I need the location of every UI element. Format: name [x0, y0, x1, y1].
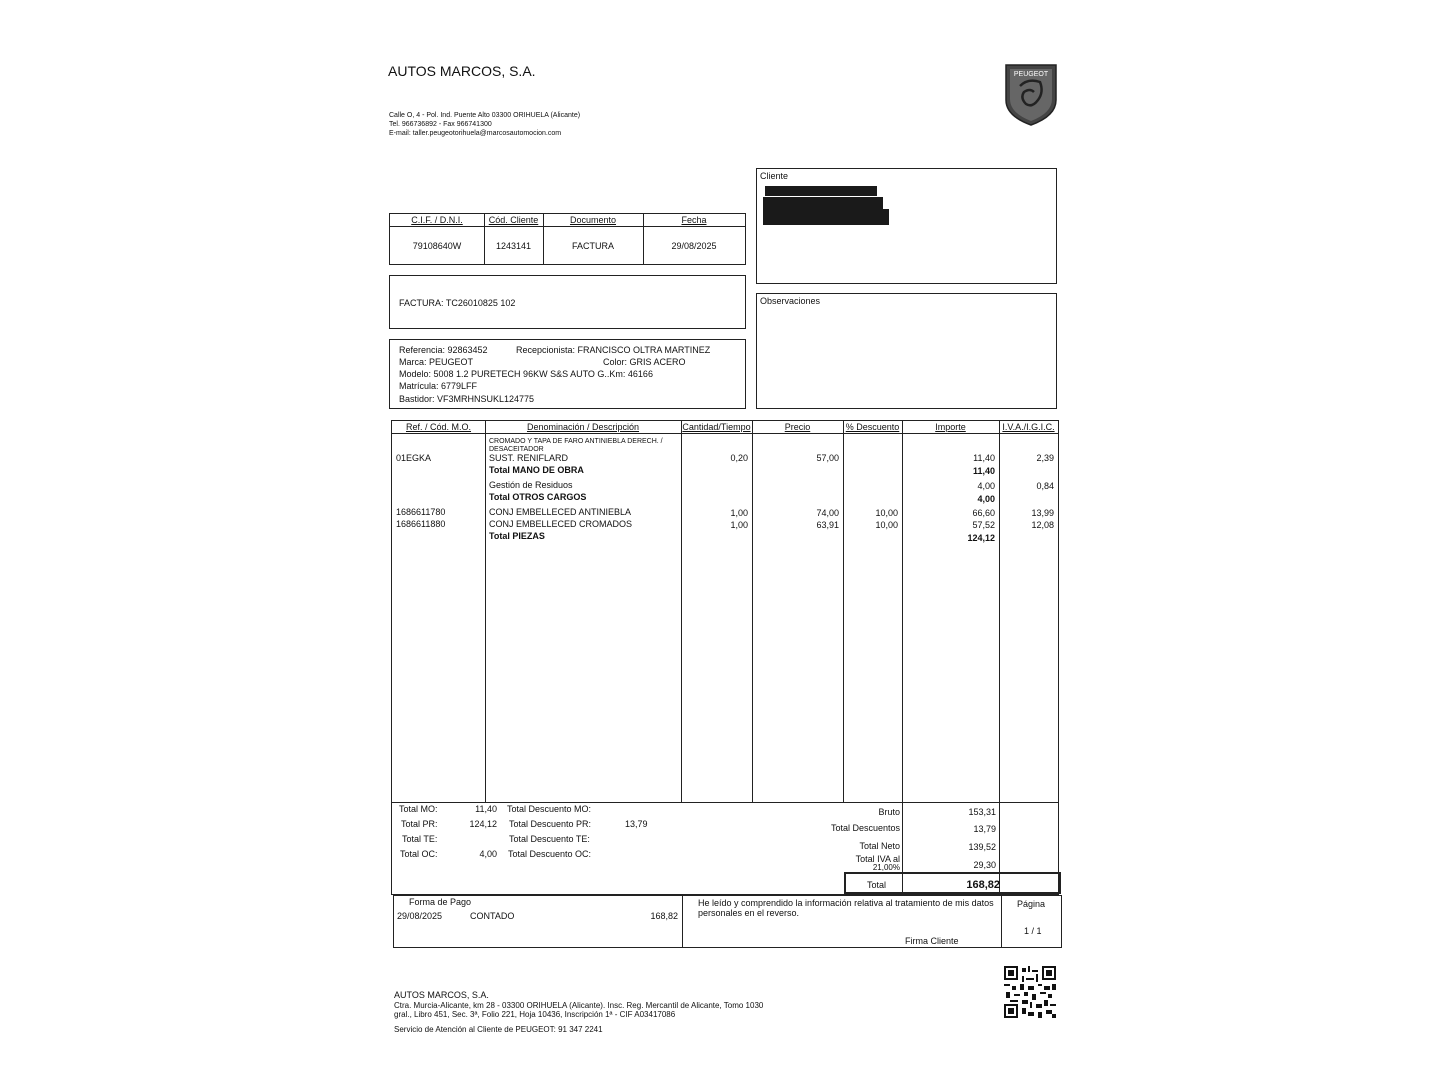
total-te-label: Total TE: [402, 834, 438, 844]
fecha-header: Fecha [681, 215, 707, 225]
cod-cliente-header: Cód. Cliente [488, 215, 539, 225]
referencia: Referencia: 92863452 [399, 345, 488, 355]
firma-cliente-label: Firma Cliente [905, 936, 959, 946]
total-neto-value: 139,52 [968, 842, 996, 852]
row-qty: 1,00 [730, 520, 748, 530]
row-imp: 124,12 [967, 533, 995, 543]
row-disc: 10,00 [875, 508, 898, 518]
row-price: 57,00 [816, 453, 839, 463]
cod-cliente-value: 1243141 [495, 241, 532, 251]
payment-method: CONTADO [470, 911, 515, 921]
col-disc-header: % Descuento [845, 422, 900, 432]
work-description: CROMADO Y TAPA DE FARO ANTINIEBLA DERECH. / [489, 438, 663, 445]
total-oc-value: 4,00 [479, 849, 497, 859]
forma-pago-label: Forma de Pago [409, 897, 472, 907]
payment-box [393, 895, 1062, 948]
total-desc-mo-label: Total Descuento MO: [507, 804, 592, 814]
grand-total-box [844, 872, 1061, 894]
total-desc-te-label: Total Descuento TE: [509, 834, 590, 844]
col-price-header: Precio [784, 422, 811, 432]
bruto-value: 153,31 [968, 807, 996, 817]
row-desc: Total MANO DE OBRA [489, 465, 584, 475]
col-desc-header: Denominación / Descripción [526, 422, 640, 432]
work-description-2: DESACEITADOR [489, 446, 544, 453]
matricula: Matrícula: 6779LFF [399, 381, 478, 391]
company-email: E-mail: taller.peugeotorihuela@marcosautomocion.com [389, 130, 562, 137]
col-imp-header: Importe [935, 422, 966, 432]
row-iva: 12,08 [1031, 520, 1054, 530]
pagina-label: Página [1017, 899, 1046, 909]
footer-line2: gral., Libro 451, Sec. 3ª, Folio 221, Hoja 10436, Inscripción 1ª - CIF A03417086 [394, 1010, 676, 1019]
row-imp: 66,60 [972, 508, 995, 518]
peugeot-logo [1002, 62, 1060, 128]
total-iva-label: Total IVA al [855, 854, 900, 864]
row-desc: Total OTROS CARGOS [489, 492, 587, 502]
row-desc: Total PIEZAS [489, 531, 545, 541]
total-desc-oc-label: Total Descuento OC: [508, 849, 592, 859]
payment-date: 29/08/2025 [397, 911, 443, 921]
privacy-notice-2: personales en el reverso. [698, 908, 800, 918]
payment-amount: 168,82 [650, 911, 678, 921]
total-mo-value: 11,40 [475, 804, 497, 814]
color: Color: GRIS ACERO [603, 357, 686, 367]
svg-text:PEUGEOT: PEUGEOT [1013, 71, 1049, 78]
privacy-notice: He leído y comprendido la información relativa al tratamiento de mis datos [698, 898, 994, 908]
row-ref: 1686611880 [396, 519, 446, 529]
total-oc-label: Total OC: [400, 849, 438, 859]
total-desc-pr-label: Total Descuento PR: [509, 819, 592, 829]
total-descuentos-label: Total Descuentos [830, 823, 900, 833]
row-price: 63,91 [816, 520, 839, 530]
total-neto-label: Total Neto [859, 841, 900, 851]
documento-value: FACTURA [571, 241, 614, 251]
row-ref: 1686611780 [396, 507, 446, 517]
fecha-value: 29/08/2025 [671, 241, 717, 251]
bastidor: Bastidor: VF3MRHNSUKL124775 [399, 394, 535, 404]
factura-box [389, 275, 746, 329]
row-qty: 0,20 [730, 453, 748, 463]
company-name: AUTOS MARCOS, S.A. [388, 63, 536, 79]
observaciones-label: Observaciones [760, 296, 821, 306]
bruto-label: Bruto [878, 807, 900, 817]
row-qty: 1,00 [730, 508, 748, 518]
cif-value: 79108640W [412, 241, 462, 251]
pagina-value: 1 / 1 [1024, 926, 1042, 936]
row-iva: 13,99 [1031, 508, 1054, 518]
col-qty-header: Cantidad/Tiempo [682, 422, 751, 432]
observaciones-box [756, 293, 1057, 409]
row-desc: Gestión de Residuos [489, 480, 573, 490]
client-box [756, 168, 1057, 284]
iva-rate: 21,00% [872, 863, 900, 872]
row-imp: 11,40 [972, 466, 995, 476]
cif-header: C.I.F. / D.N.I. [411, 215, 463, 225]
row-desc: CONJ EMBELLECED ANTINIEBLA [489, 507, 632, 517]
documento-header: Documento [569, 215, 617, 225]
col-iva-header: I.V.A./I.G.I.C. [1002, 422, 1055, 432]
total-iva-value: 29,30 [973, 860, 996, 870]
row-iva: 0,84 [1036, 481, 1054, 491]
row-desc: CONJ EMBELLECED CROMADOS [489, 519, 633, 529]
footer-company: AUTOS MARCOS, S.A. [394, 990, 489, 1000]
row-imp: 4,00 [977, 481, 995, 491]
total-label: Total [866, 880, 886, 890]
total-descuentos-value: 13,79 [973, 824, 996, 834]
marca: Marca: PEUGEOT [399, 357, 474, 367]
row-imp: 57,52 [972, 520, 995, 530]
total-mo-label: Total MO: [399, 804, 438, 814]
row-imp: 11,40 [973, 453, 995, 463]
company-address: Calle O, 4 - Pol. Ind. Puente Alto 03300 ORIHUELA (Alicante) [389, 112, 581, 119]
col-ref-header: Ref. / Cód. M.O. [405, 422, 472, 432]
total-pr-label: Total PR: [401, 819, 438, 829]
footer-service: Servicio de Atención al Cliente de PEUGEOT: 91 347 2241 [394, 1025, 603, 1034]
total-desc-pr-value: 13,79 [625, 819, 648, 829]
row-imp: 4,00 [977, 494, 995, 504]
row-disc: 10,00 [875, 520, 898, 530]
row-price: 74,00 [816, 508, 839, 518]
company-phone: Tel. 966736892 - Fax 966741300 [389, 121, 492, 128]
id-table [389, 213, 746, 265]
redacted-address [763, 197, 883, 209]
row-desc: SUST. RENIFLARD [489, 453, 569, 463]
row-iva: 2,39 [1036, 453, 1054, 463]
client-label: Cliente [760, 171, 789, 181]
row-ref: 01EGKA [396, 453, 432, 463]
footer-line1: Ctra. Murcia-Alicante, km 28 - 03300 ORIHUELA (Alicante). Insc. Reg. Mercantil de Alicante, Tomo 1030 [394, 1001, 764, 1010]
factura-number: FACTURA: TC26010825 102 [399, 298, 516, 308]
total-pr-value: 124,12 [469, 819, 497, 829]
redacted-address-2 [763, 209, 889, 225]
modelo: Modelo: 5008 1.2 PURETECH 96KW S&S AUTO G..Km: 46166 [399, 369, 653, 379]
items-table [391, 420, 1059, 803]
total-value: 168,82 [966, 879, 1000, 891]
qr-code [1004, 966, 1056, 1018]
redacted-name [765, 186, 877, 196]
vehicle-box [389, 339, 746, 409]
recepcionista: Recepcionista: FRANCISCO OLTRA MARTINEZ [516, 345, 711, 355]
